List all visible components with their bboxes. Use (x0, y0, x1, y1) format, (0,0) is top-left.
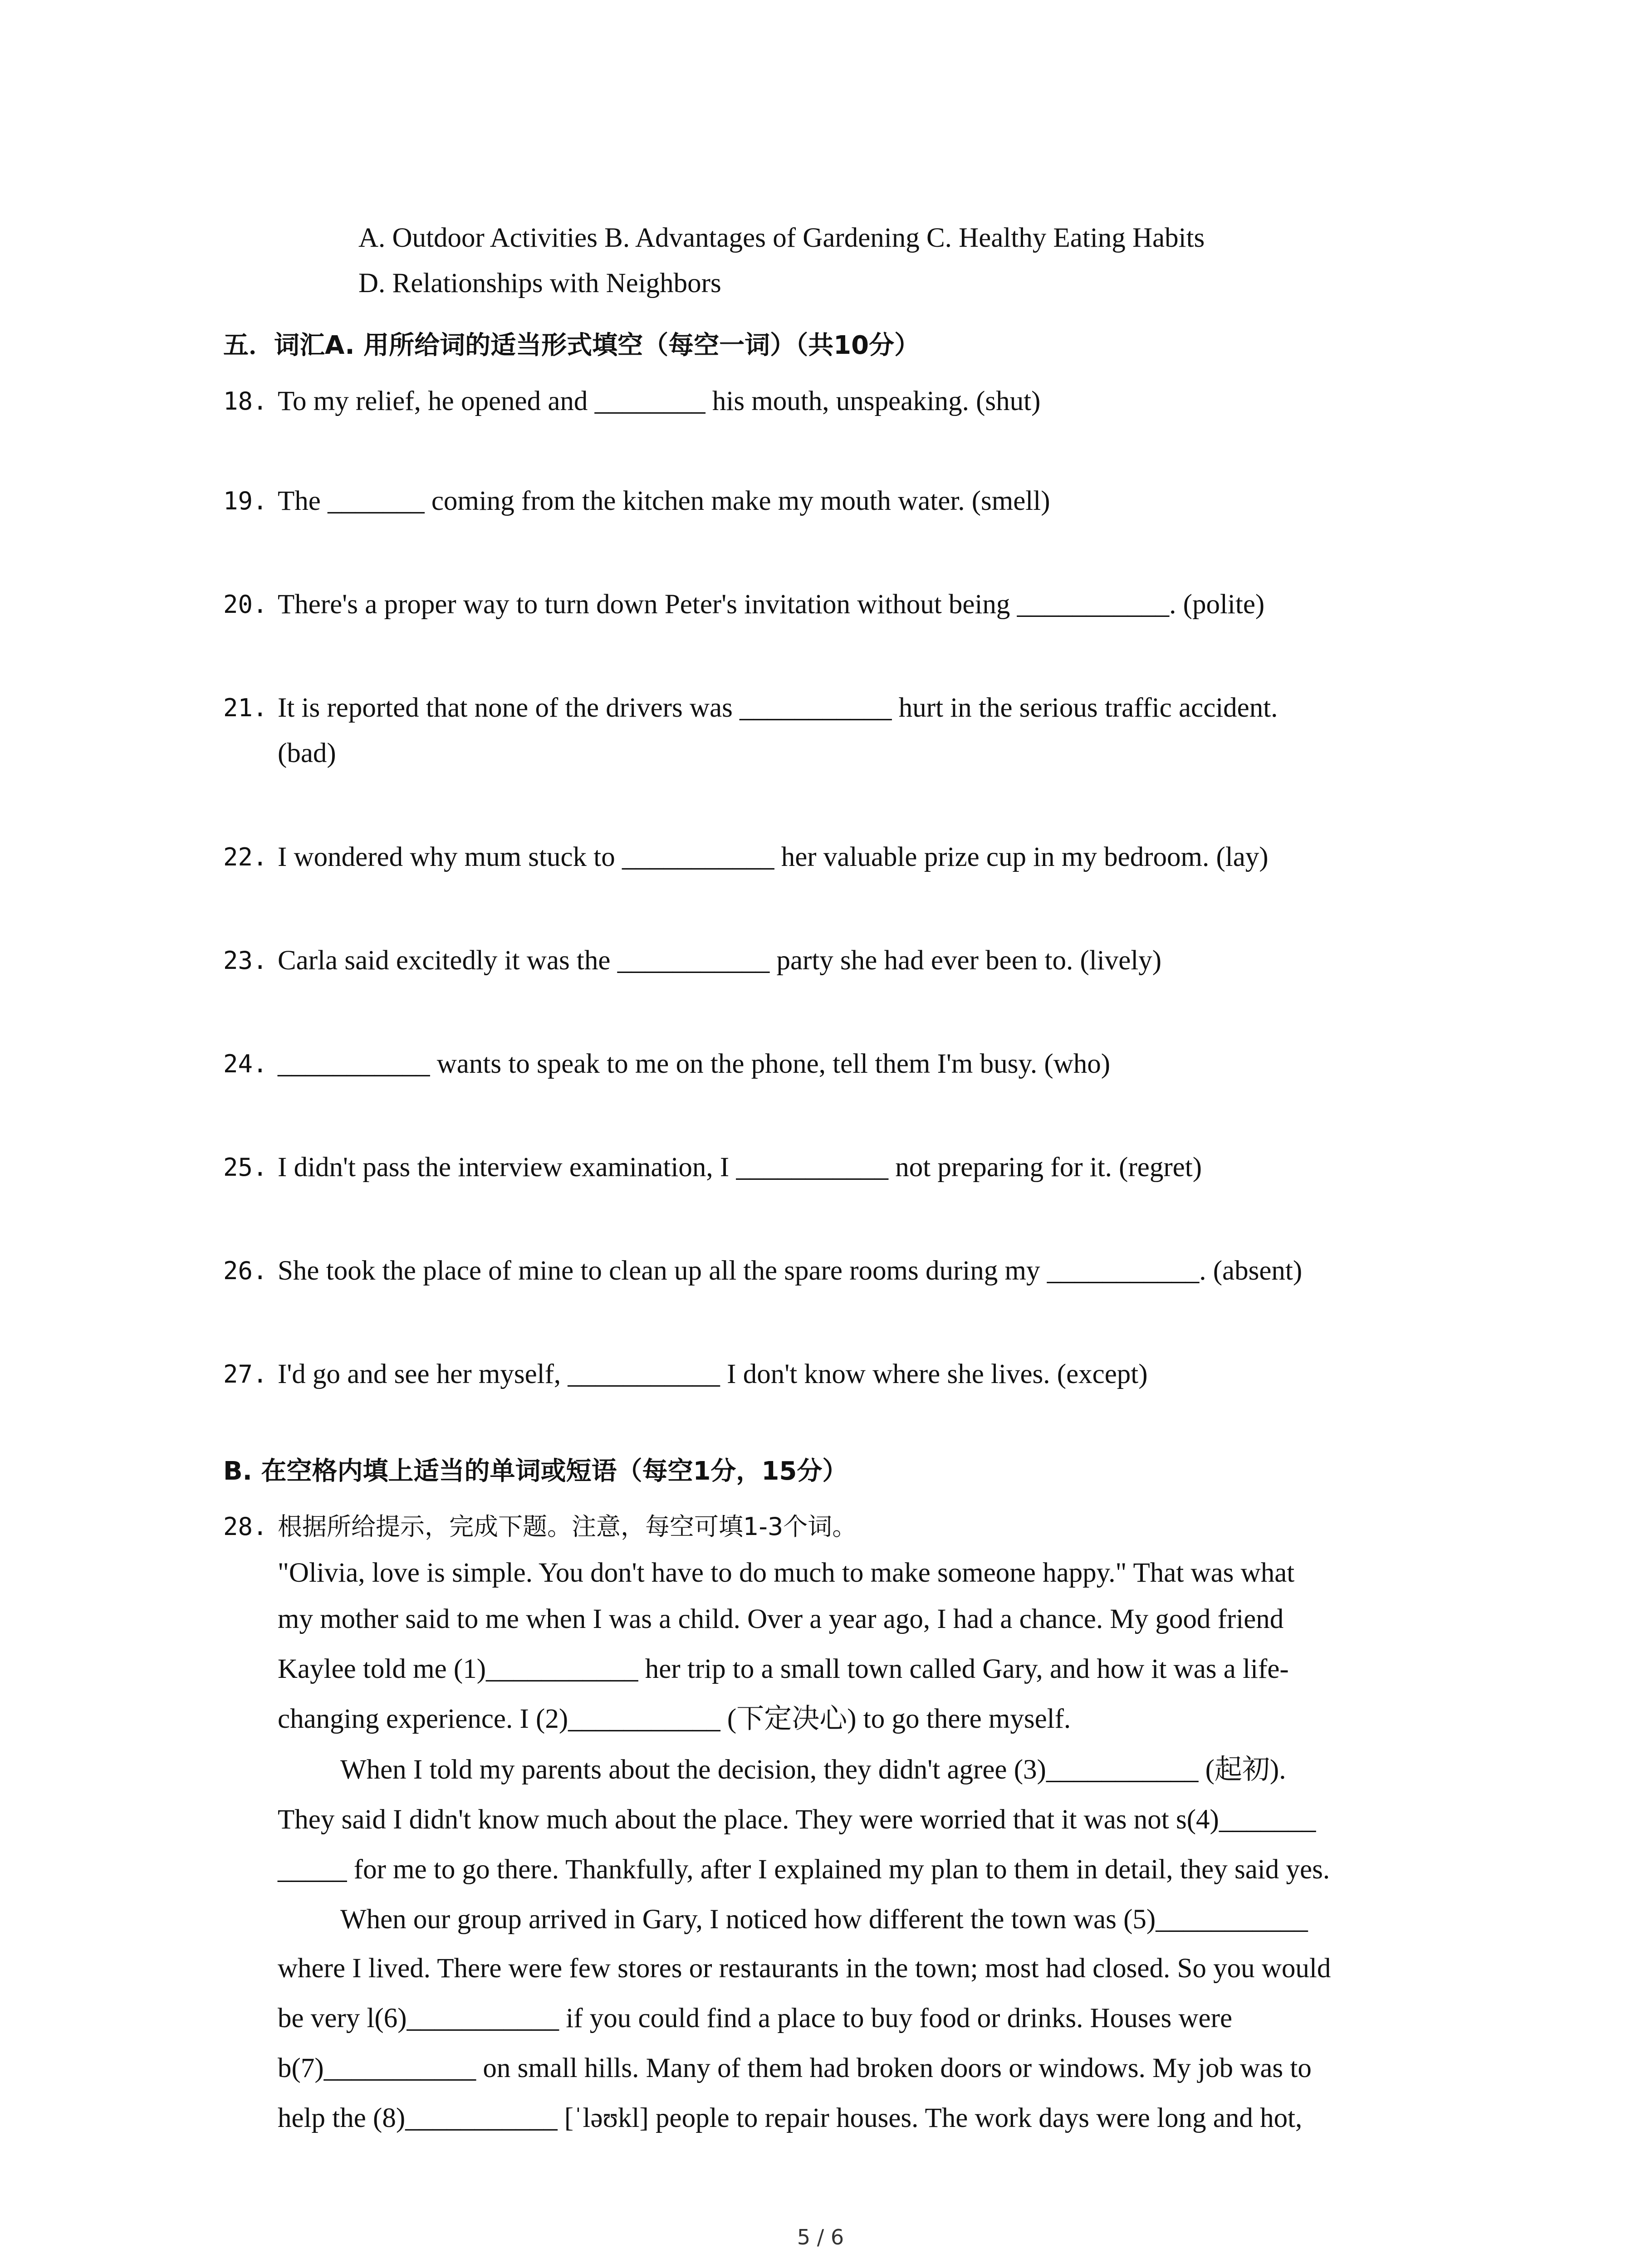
question-text: To my relief, he opened and ________ his mouth, unspeaking. (shut) (278, 386, 1041, 416)
passage-line: Kaylee told me (1)___________ her trip to a small town called Gary, and how it was a life- (278, 1654, 1289, 1684)
options-line-1: A. Outdoor Activities B. Advantages of Gardening C. Healthy Eating Habits (358, 223, 1205, 253)
question-text: The _______ coming from the kitchen make my mouth water. (smell) (278, 486, 1050, 516)
question-text: There's a proper way to turn down Peter's invitation without being ___________. (polite) (278, 589, 1265, 620)
passage-line: b(7)___________ on small hills. Many of them had broken doors or windows. My job was to (278, 2053, 1312, 2083)
passage-line: "Olivia, love is simple. You don't have to do much to make someone happy." That was what (278, 1558, 1295, 1588)
question-number: 19. (223, 487, 268, 515)
passage-line: help the (8)___________ [ˈləʊkl] people to repair houses. The work days were long and hot, (278, 2103, 1303, 2133)
section-5-heading: 五．词汇A. 用所给词的适当形式填空（每空一词）（共10分） (223, 331, 920, 360)
question-text: I'd go and see her myself, ___________ I don't know where she lives. (except) (278, 1359, 1148, 1389)
question-number: 21. (223, 694, 268, 722)
passage-line: my mother said to me when I was a child. Over a year ago, I had a chance. My good friend (278, 1604, 1284, 1634)
question-number: 24. (223, 1050, 268, 1078)
question-instruction: 根据所给提示，完成下题。注意，每空可填1-3个词。 (278, 1512, 857, 1541)
passage-line: be very l(6)___________ if you could find a place to buy food or drinks. Houses were (278, 2003, 1233, 2033)
question-number: 28. (223, 1512, 268, 1541)
question-number: 20. (223, 590, 268, 619)
question-number: 25. (223, 1153, 268, 1182)
question-number: 23. (223, 946, 268, 975)
passage-line: changing experience. I (2)___________ (下定决心) to go there myself. (278, 1704, 1071, 1734)
question-number: 18. (223, 387, 268, 415)
passage-line: When our group arrived in Gary, I noticed how different the town was (5)___________ (340, 1904, 1308, 1935)
page-number: 5 / 6 (797, 2225, 844, 2249)
question-text: She took the place of mine to clean up all the spare rooms during my ___________. (absent) (278, 1256, 1303, 1286)
passage-line: When I told my parents about the decision, they didn't agree (3)___________ (起初). (340, 1755, 1286, 1785)
question-number: 22. (223, 843, 268, 871)
question-text: I wondered why mum stuck to ___________ her valuable prize cup in my bedroom. (lay) (278, 842, 1269, 872)
question-text: ___________ wants to speak to me on the phone, tell them I'm busy. (who) (278, 1049, 1111, 1079)
passage-line: They said I didn't know much about the place. They were worried that it was not s(4)_______ (278, 1804, 1316, 1835)
section-b-heading: B. 在空格内填上适当的单词或短语（每空1分，15分） (223, 1457, 848, 1486)
question-text: It is reported that none of the drivers was ___________ hurt in the serious traffic accident. (278, 693, 1278, 723)
question-text: Carla said excitedly it was the ___________ party she had ever been to. (lively) (278, 945, 1162, 976)
question-number: 27. (223, 1360, 268, 1388)
question-number: 26. (223, 1256, 268, 1285)
passage-line: _____ for me to go there. Thankfully, after I explained my plan to them in detail, they said yes. (278, 1854, 1330, 1885)
question-text: I didn't pass the interview examination, I ___________ not preparing for it. (regret) (278, 1152, 1202, 1183)
passage-line: where I lived. There were few stores or restaurants in the town; most had closed. So you would (278, 1953, 1331, 1984)
options-line-2: D. Relationships with Neighbors (358, 268, 721, 298)
question-text-continued: (bad) (278, 738, 336, 768)
